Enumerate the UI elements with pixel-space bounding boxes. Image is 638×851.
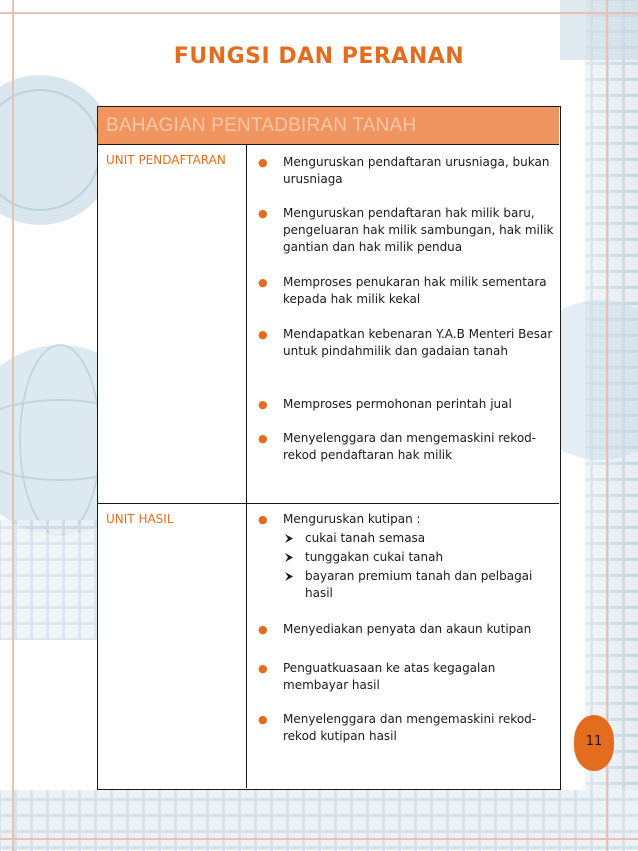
table-header [98, 107, 559, 145]
bullet-icon: ● [258, 207, 268, 220]
frame-left [12, 0, 14, 851]
bullet-icon: ● [258, 662, 268, 675]
bullet-icon: ● [258, 713, 268, 726]
bullet-icon: ● [258, 513, 268, 526]
bullet-icon: ● [258, 432, 268, 445]
roles-table: BAHAGIAN PENTADBIRAN TANAH UNIT PENDAFTARAN ● Menguruskan pendaftaran urusniaga, bukan urusniaga ● Menguruskan pendaftaran hak milik baru, pengeluaran hak milik sambungan, hak milik gantian dan hak milik pendua ● Memproses penukaran hak milik sementara kepada hak milik kekal ● Mendapatkan kebenaran Y.A.B Menteri Besar untuk pindahmilik dan gadaian tanah ● Memproses permohonan perintah jual ● Menyelenggara dan mengemaskini rekod-rekod pendaftaran hak milik UNIT HASIL ● Menguruskan kutipan : cukai tanah semasa tunggakan cukai tanah bayaran premium tanah dan pelbagai hasil ● Menyediakan penyata dan akaun kutipan ● Penguatkuasaan ke atas kegagalan membayar hasil ● Menyelenggara dan mengemaskini rekod-rekod kutipan hasil [97, 106, 561, 790]
row-divider [98, 503, 559, 504]
table-header-label: BAHAGIAN PENTADBIRAN TANAH [106, 115, 417, 136]
bullet-icon: ● [258, 276, 268, 289]
bullet-icon: ● [258, 398, 268, 411]
unit-hasil-label: UNIT HASIL [106, 512, 174, 526]
arrow-bullet-icon [282, 549, 298, 566]
frame-top [0, 12, 638, 14]
arrow-bullet-icon [282, 530, 298, 547]
bullet-icon: ● [258, 623, 268, 636]
frame-bottom [0, 838, 638, 840]
bullet-icon: ● [258, 156, 268, 169]
page-number: 11 [585, 734, 603, 749]
arrow-bullet-icon [282, 568, 298, 585]
bullet-icon: ● [258, 328, 268, 341]
page-title: FUNGSI DAN PERANAN [173, 44, 465, 69]
unit-pendaftaran-label: UNIT PENDAFTARAN [106, 153, 226, 167]
column-divider [246, 145, 247, 788]
